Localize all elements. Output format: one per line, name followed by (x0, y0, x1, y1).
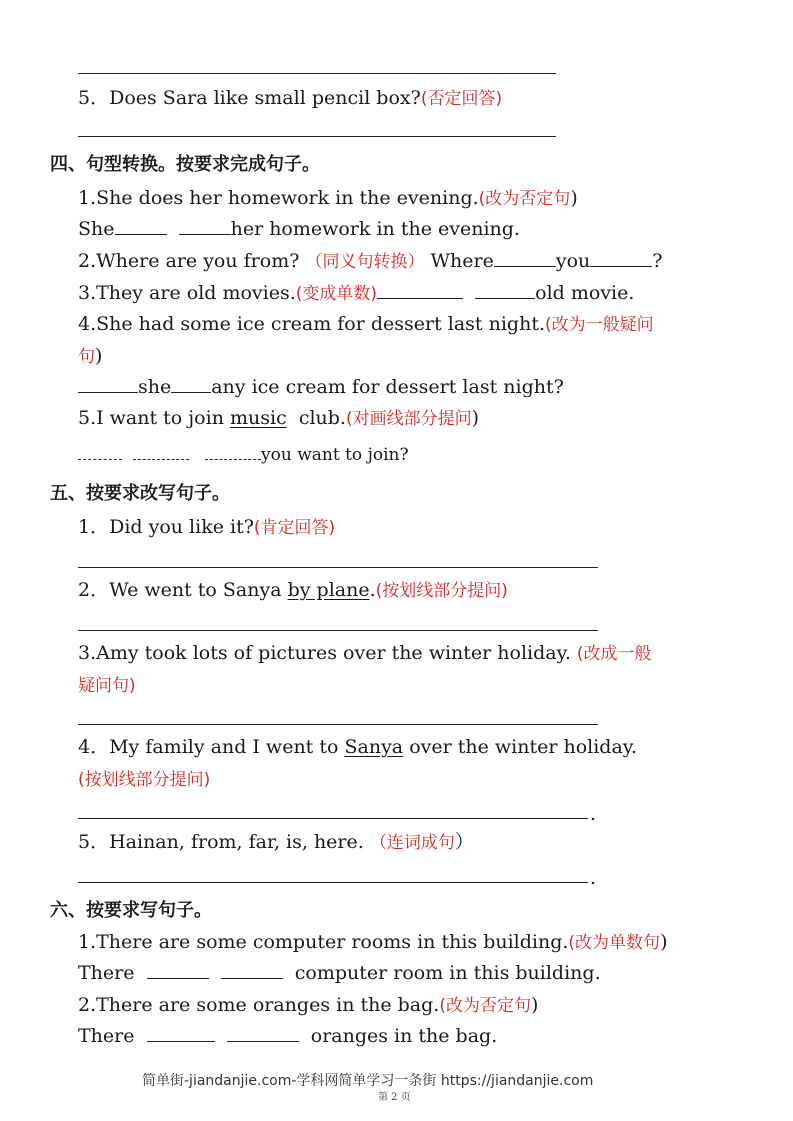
page-number: 第 2 页 (378, 1092, 411, 1103)
instruction-hint: (改成一般 (576, 644, 652, 664)
instruction-hint: (改为否定句 (478, 189, 571, 209)
blank[interactable] (377, 282, 463, 299)
question-number: 4． (78, 736, 110, 758)
question-text: 2.Where are you from? (78, 250, 300, 272)
underlined-part: music (229, 407, 287, 429)
answer-prefix: There (78, 1025, 135, 1047)
instruction-hint: （连词成句 (369, 833, 455, 853)
period: . (590, 803, 597, 825)
s5-question-5 (78, 830, 474, 855)
blank[interactable] (147, 1025, 215, 1042)
question-text: 4.She had some ice cream for dessert last night. (78, 313, 545, 335)
question-number: 2． (78, 579, 110, 601)
instruction-hint: (否定回答) (420, 89, 503, 109)
question-number: 5． (78, 831, 110, 853)
instruction-hint: (按划线部分提问) (78, 770, 211, 790)
answer-suffix: ? (652, 250, 663, 272)
instruction-hint: (改为否定句 (439, 996, 531, 1016)
question-text: over the winter holiday. (409, 736, 638, 758)
period: . (590, 867, 597, 889)
question-top-5 (78, 86, 502, 111)
instruction-hint: (对画线部分提问 (345, 409, 472, 429)
blank[interactable] (221, 962, 283, 979)
instruction-hint: （同义句转换） (305, 252, 425, 272)
question-text: 2.There are some oranges in the bag. (78, 994, 440, 1016)
instruction-hint: (改为一般疑问 (545, 315, 654, 335)
question-text: Does Sara like small pencil box? (109, 87, 421, 109)
question-number: 5． (78, 87, 110, 109)
blank[interactable] (205, 443, 261, 460)
question-text: 1.There are some computer rooms in this building. (78, 931, 569, 953)
paren: ） (454, 831, 474, 853)
s4-question-3 (78, 281, 634, 306)
blank[interactable] (179, 218, 231, 235)
answer-suffix: any ice cream for dessert last night? (211, 376, 564, 398)
answer-line[interactable] (78, 818, 588, 819)
answer-suffix: oranges in the bag. (310, 1025, 498, 1047)
instruction-hint: (按划线部分提问) (375, 581, 508, 601)
s5-question-3-cont (78, 673, 136, 698)
instruction-hint: (改为单数句 (568, 933, 661, 953)
question-number: 1． (78, 516, 110, 538)
blank[interactable] (227, 1025, 299, 1042)
blank[interactable] (590, 250, 652, 267)
question-text: . (369, 579, 376, 601)
footer-watermark: 简单街-jiandanjie.com-学科网简单学习一条街 https://jiandanjie.com (142, 1073, 594, 1089)
section-heading-5: 五、按要求改写句子。 (50, 483, 230, 504)
paren: ) (471, 407, 480, 429)
blank[interactable] (78, 376, 138, 393)
blank[interactable] (494, 250, 556, 267)
answer-line (78, 73, 556, 74)
s4-question-1 (78, 186, 578, 211)
underlined-part: by plane (287, 579, 370, 601)
s4-question-4-cont (78, 344, 102, 369)
s5-question-2 (78, 578, 508, 603)
answer-line (78, 136, 556, 137)
answer-suffix: computer room in this building. (294, 962, 601, 984)
question-text: Did you like it? (109, 516, 254, 538)
blank[interactable] (147, 962, 209, 979)
question-text: My family and I went to (109, 736, 339, 758)
s5-question-4 (78, 735, 637, 759)
underlined-part: Sanya (344, 736, 404, 758)
answer-suffix: you want to join? (261, 445, 409, 465)
s6-question-1 (78, 930, 667, 955)
answer-middle: she (138, 376, 172, 398)
blank[interactable] (78, 443, 122, 460)
s4-answer-1 (78, 217, 520, 241)
s5-question-3 (78, 641, 652, 666)
s4-question-4 (78, 312, 654, 337)
answer-line[interactable] (78, 567, 598, 568)
s6-question-2 (78, 993, 538, 1018)
paren: ) (570, 187, 578, 209)
question-text: Hainan, from, far, is, here. (109, 831, 364, 853)
s5-question-4-cont (78, 767, 210, 792)
s4-question-2 (78, 249, 662, 274)
blank[interactable] (171, 376, 211, 393)
section-heading-6: 六、按要求写句子。 (50, 900, 212, 921)
question-text: club. (298, 407, 346, 429)
answer-line[interactable] (78, 724, 598, 725)
question-text: 1.She does her homework in the evening. (78, 187, 479, 209)
s4-answer-4 (78, 375, 564, 399)
instruction-hint: 疑问句) (78, 676, 136, 696)
answer-prefix: Where (430, 250, 494, 272)
answer-line[interactable] (78, 882, 588, 883)
question-text: 3.Amy took lots of pictures over the winter holiday. (78, 642, 571, 664)
paren: ) (660, 931, 668, 953)
answer-middle: you (555, 250, 591, 272)
instruction-hint: (肯定回答) (253, 518, 336, 538)
instruction-hint: (变成单数) (295, 284, 378, 304)
instruction-hint: 句 (78, 347, 95, 367)
answer-suffix: old movie. (535, 282, 635, 304)
blank[interactable] (133, 443, 189, 460)
s6-answer-2 (78, 1024, 497, 1048)
paren: ) (530, 994, 539, 1016)
answer-prefix: She (78, 218, 115, 240)
question-text: 5.I want to join (78, 407, 224, 429)
question-text: We went to Sanya (109, 579, 282, 601)
s5-question-1 (78, 515, 335, 540)
s4-answer-5 (78, 443, 409, 467)
blank[interactable] (115, 218, 167, 235)
answer-suffix: her homework in the evening. (230, 218, 520, 240)
question-text: 3.They are old movies. (78, 282, 296, 304)
answer-prefix: There (78, 962, 135, 984)
section-heading-4: 四、句型转换。按要求完成句子。 (50, 154, 320, 175)
paren: ) (95, 345, 103, 367)
s4-question-5 (78, 406, 479, 431)
blank[interactable] (475, 282, 535, 299)
s6-answer-1 (78, 961, 601, 985)
answer-line[interactable] (78, 630, 598, 631)
